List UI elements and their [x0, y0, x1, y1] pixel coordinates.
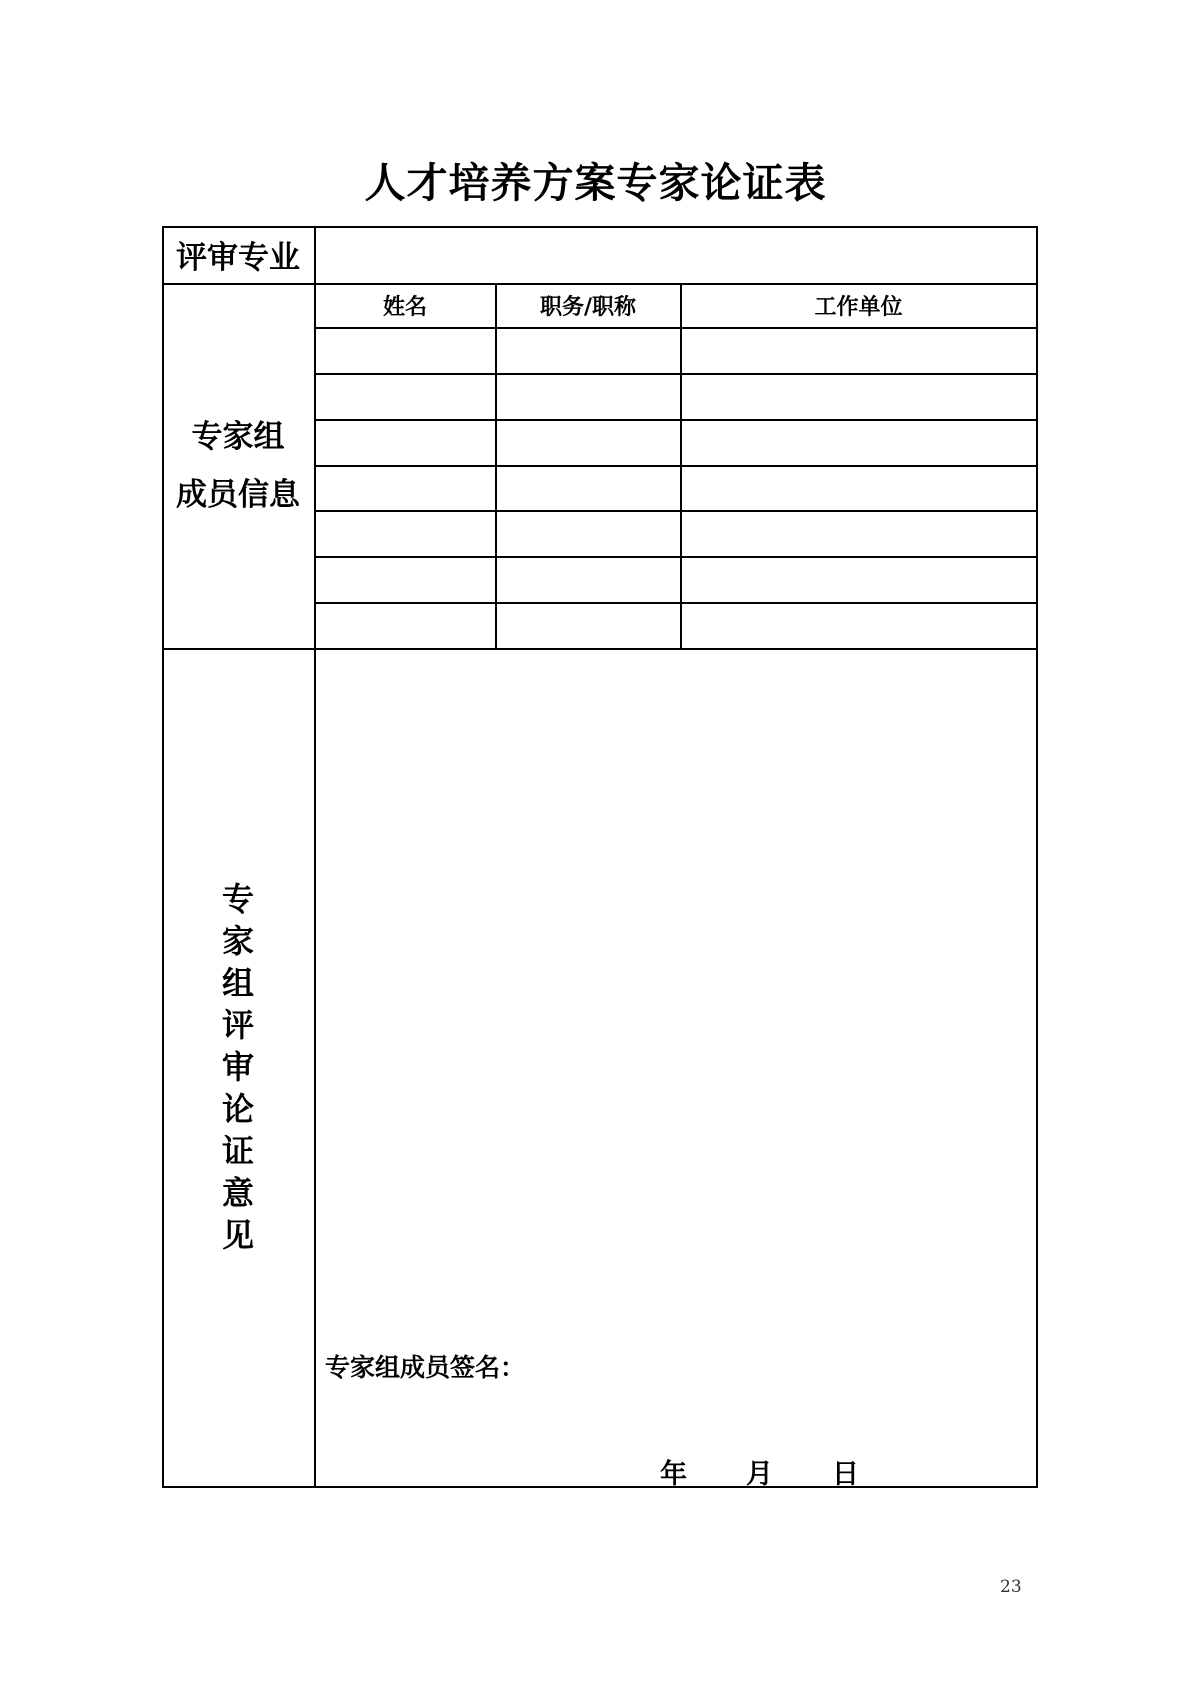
date-year-label: 年 — [660, 1459, 687, 1490]
review-form — [162, 226, 1038, 1488]
date-month-label: 月 — [746, 1459, 773, 1490]
member-title-cell[interactable] — [497, 467, 679, 509]
member-name-cell[interactable] — [316, 421, 494, 464]
opinion-label — [162, 649, 314, 1486]
opinion-text-area[interactable] — [316, 651, 1035, 1341]
opinion-label-char: 评 — [221, 1005, 254, 1044]
member-name-cell[interactable] — [316, 604, 494, 647]
column-header-workplace: 工作单位 — [814, 295, 903, 320]
member-workplace-cell[interactable] — [682, 421, 1035, 464]
page-title: 人才培养方案专家论证表 — [364, 159, 827, 207]
opinion-label-char: 证 — [221, 1131, 254, 1170]
major-input-cell[interactable] — [315, 227, 1035, 283]
border-bottom — [162, 1486, 1038, 1488]
member-workplace-cell[interactable] — [682, 467, 1035, 509]
member-title-cell[interactable] — [497, 512, 679, 555]
signature-field[interactable] — [582, 1338, 1032, 1438]
members-label: 专家组 成员信息 — [176, 418, 300, 513]
column-header-name: 姓名 — [382, 295, 427, 320]
member-title-cell[interactable] — [497, 329, 679, 372]
member-title-cell[interactable] — [497, 558, 679, 601]
signature-label: 专家组成员签名： — [325, 1353, 526, 1382]
member-name-cell[interactable] — [316, 467, 494, 509]
opinion-label-char: 组 — [221, 963, 254, 1002]
page-number: 23 — [1000, 1577, 1022, 1597]
opinion-label-char: 见 — [221, 1215, 254, 1254]
member-name-cell[interactable] — [316, 512, 494, 555]
opinion-label-char: 审 — [221, 1047, 254, 1086]
member-name-cell[interactable] — [316, 375, 494, 418]
member-workplace-cell[interactable] — [682, 604, 1035, 647]
member-name-cell[interactable] — [316, 329, 494, 372]
opinion-label-char: 家 — [221, 921, 254, 960]
member-title-cell[interactable] — [497, 375, 679, 418]
border-right — [1036, 226, 1038, 1488]
member-title-cell[interactable] — [497, 421, 679, 464]
opinion-label-char: 论 — [221, 1089, 254, 1128]
member-workplace-cell[interactable] — [682, 375, 1035, 418]
major-label: 评审专业 — [176, 240, 300, 276]
member-workplace-cell[interactable] — [682, 329, 1035, 372]
column-header-title: 职务/职称 — [539, 295, 637, 320]
date-day-label: 日 — [832, 1459, 859, 1490]
member-workplace-cell[interactable] — [682, 558, 1035, 601]
opinion-label-char: 专 — [221, 879, 254, 918]
opinion-label-char: 意 — [221, 1173, 254, 1212]
member-workplace-cell[interactable] — [682, 512, 1035, 555]
member-title-cell[interactable] — [497, 604, 679, 647]
member-name-cell[interactable] — [316, 558, 494, 601]
